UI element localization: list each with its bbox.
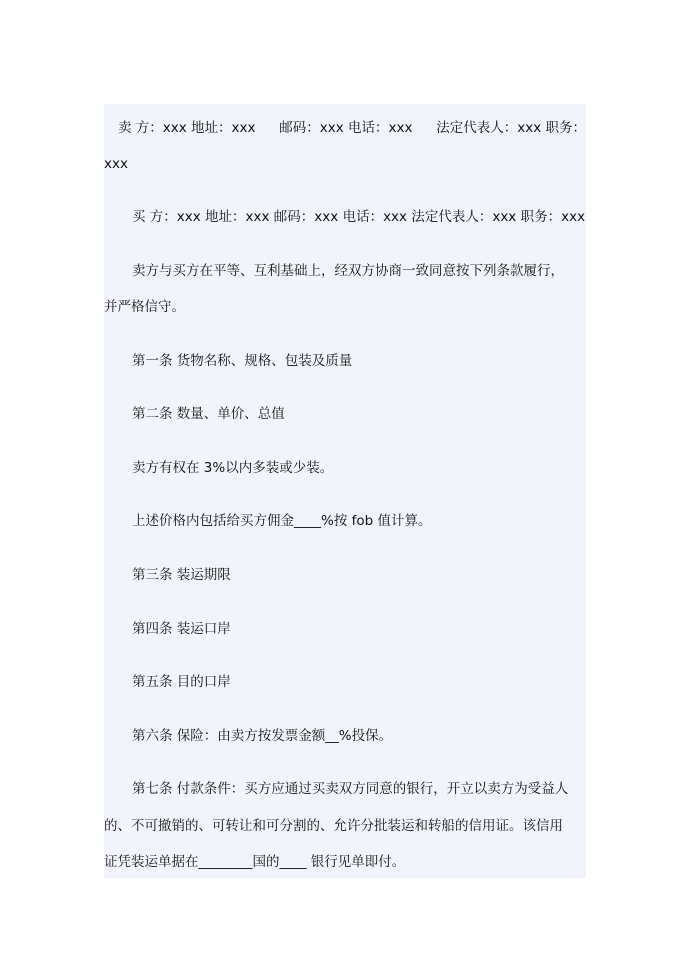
intro-line-2: 并严格信守。 — [104, 299, 185, 315]
intro-line-1: 卖方与买方在平等、互利基础上，经双方协商一致同意按下列条款履行， — [132, 263, 564, 279]
payment-line-2: 的、不可撤销的、可转让和可分割的、允许分批装运和转船的信用证。该信用 — [104, 818, 563, 834]
clause-5: 第五条 目的口岸 — [132, 674, 231, 690]
seller-name-address: 卖 方：xxx 地址：xxx — [118, 120, 256, 136]
seller-postcode-phone: 邮码：xxx 电话：xxx — [279, 120, 413, 136]
quantity-tolerance: 卖方有权在 3%以内多装或少装。 — [132, 460, 334, 476]
seller-line — [104, 119, 586, 137]
clause-4: 第四条 装运口岸 — [132, 621, 231, 637]
buyer-line: 买 方：xxx 地址：xxx 邮码：xxx 电话：xxx 法定代表人：xxx 职务：xxx — [132, 209, 586, 225]
clause-6: 第六条 保险：由卖方按发票金额__%投保。 — [132, 728, 393, 744]
clause-1: 第一条 货物名称、规格、包装及质量 — [132, 353, 353, 369]
clause-2: 第二条 数量、单价、总值 — [132, 406, 285, 422]
commission-note: 上述价格内包括给买方佣金____%按 fob 值计算。 — [132, 513, 432, 529]
seller-representative: 法定代表人：xxx 职务： — [436, 120, 586, 136]
seller-line-continued: xxx — [104, 156, 128, 172]
payment-line-1: 第七条 付款条件：买方应通过买卖双方同意的银行，开立以卖方为受益人 — [132, 781, 569, 797]
clause-3: 第三条 装运期限 — [132, 567, 231, 583]
payment-line-3: 证凭装运单据在________国的____ 银行见单即付。 — [104, 854, 406, 870]
